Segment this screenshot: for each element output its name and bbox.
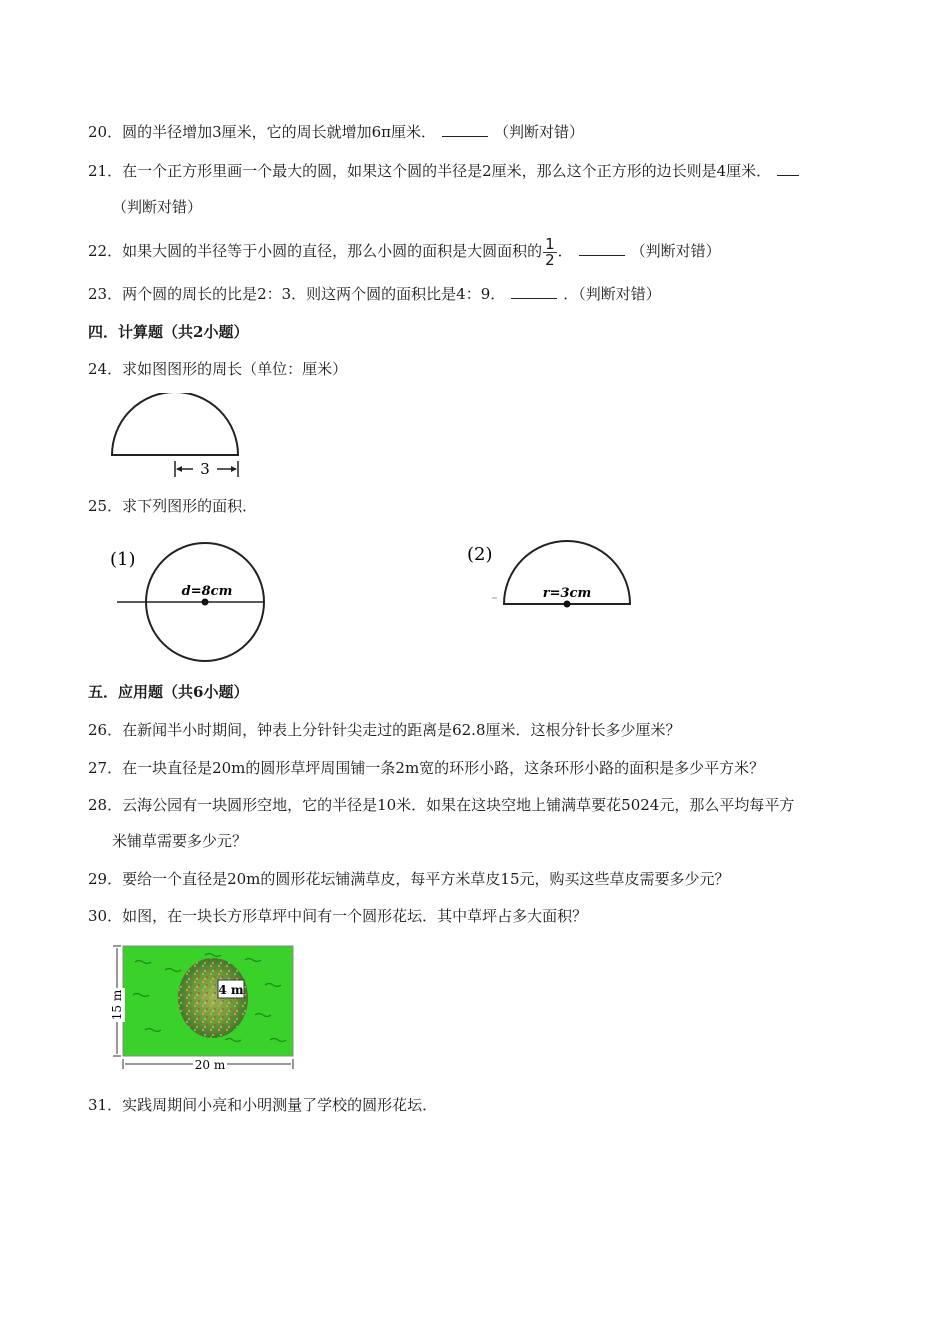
question-23-tail: ．（判断对错） [563,285,661,303]
arrowhead-right [231,466,237,472]
arrowhead-left [176,466,182,472]
answer-blank[interactable] [777,161,799,176]
question-30: 30．如图，在一块长方形草坪中间有一个圆形花坛．其中草坪占多大面积？ [88,907,588,925]
question-27: 27．在一块直径是20m的圆形草坪周围铺一条2m宽的环形小路，这条环形小路的面积是多少平方米？ [88,759,765,777]
fraction-denominator: 2 [545,250,555,269]
question-20-tail: （判断对错） [494,123,585,141]
question-23 [88,284,661,304]
question-29: 29．要给一个直径是20m的圆形花坛铺满草皮，每平方米草皮15元，购买这些草皮需要多少元？ [88,870,730,888]
question-21-cont [112,197,202,217]
semicircle-perimeter-figure [105,393,245,488]
radius-label: 4 m [218,983,244,997]
diameter-label: d=8cm [181,584,233,599]
question-26: 26．在新闻半小时期间，钟表上分针针尖走过的距离是62.8厘米．这根分针长多少厘米？ [88,721,681,739]
answer-blank[interactable] [579,241,625,256]
question-24: 24．求如图图形的周长（单位：厘米） [88,360,348,378]
question-25: 25．求下列图形的面积． [88,497,258,515]
center-dot [202,599,209,606]
section-5-title: 五．应用题（共6小题） [88,683,249,701]
lawn-flowerbed-figure [105,940,305,1075]
question-20 [88,122,584,142]
question-23-text: 23．两个圆的周长的比是2：3．则这两个圆的面积比是4：9． [88,285,506,303]
question-22-tail: （判断对错） [630,242,721,260]
center-dot [564,601,571,608]
question-28-cont: 米铺草需要多少元？ [112,832,248,850]
fraction [543,234,557,269]
question-28: 28．云海公园有一块圆形空地，它的半径是10米．如果在这块空地上铺满草要花5024元，那么平均每平方 [88,796,795,814]
figure-2-tag: (2) [467,544,493,565]
question-21-text: 21．在一个正方形里画一个最大的圆，如果这个圆的半径是2厘米，那么这个正方形的边长则是4厘米． [88,162,772,180]
answer-blank[interactable] [511,284,557,299]
question-21-tail: （判断对错） [112,198,203,216]
answer-blank[interactable] [442,122,488,137]
question-20-text: 20．圆的半径增加3厘米，它的周长就增加6π厘米． [88,123,437,141]
question-21 [88,161,805,181]
semicircle-area-figure [462,535,642,635]
question-22-text: 22．如果大圆的半径等于小圆的直径，那么小圆的面积是大圆面积的 [88,242,543,260]
semicircle-shape [112,393,238,455]
question-22: 22．如果大圆的半径等于小圆的直径，那么小圆的面积是大圆面积的 $\frac{1}{2}$ ． （判断对错） [88,234,721,269]
question-31: 31．实践周期间小亮和小明测量了学校的圆形花坛． [88,1096,438,1114]
section-4-title: 四．计算题（共2小题） [88,323,249,341]
fraction-numerator: 1 [545,234,555,253]
width-label: 20 m [194,1058,226,1072]
radius-label: 3 [200,460,210,478]
figure-1-tag: (1) [110,549,136,570]
radius-label: r=3cm [542,586,592,601]
height-label: 15 m [110,989,124,1021]
circle-area-figure [105,538,280,668]
